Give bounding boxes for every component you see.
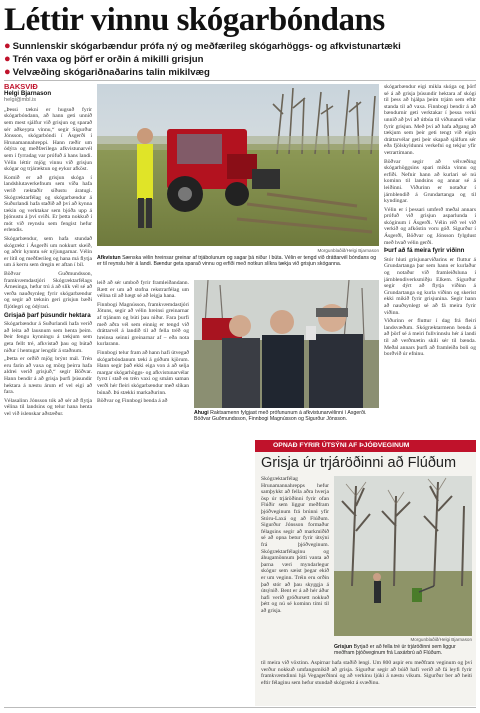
paragraph: Böðvar segir að vélvæðing skógarhöggsins spari mikla vinnu og erfiði. Nefnir hann að kurlari sé nú kominn til landsins og annar sé á leiðinni. Viðurinn er notaður í járnblendið á Grundartanga og til kyndingar. bbox=[384, 158, 476, 205]
sidebar-box bbox=[255, 440, 476, 706]
paragraph: Finnbogi Magnússon, framkvæmdastjóri Jötuns, segir að vélin hreinsi greinarnar af trjánum og búti þau niður. Fara þurfi með aðra vél sem einnig er tengd við dráttarvél á landið til að fella tréð og hreinsa seinni greinarnar af – eða nota kurlarann. bbox=[97, 301, 189, 348]
photo-group-image bbox=[194, 280, 379, 408]
subheading: Þurf að fá meira fyrir viðinn bbox=[384, 247, 465, 255]
article-column-3 bbox=[384, 84, 476, 436]
photo-caption bbox=[194, 410, 379, 436]
headline: Léttir vinnu skógarbóndans bbox=[4, 2, 385, 38]
paragraph: Vélasalinn Jónsson tók að sér að flytja vélina til landsins og telur hana henta vel við íslenskar aðstæður. bbox=[4, 397, 92, 417]
article-column-2 bbox=[97, 280, 189, 438]
article-column-1 bbox=[4, 84, 92, 704]
photo-credit: Morgunblaðið/Helgi Bjarnason bbox=[317, 248, 379, 253]
caption-lead: Afkvistun bbox=[97, 255, 121, 261]
caption-text: Raktsamenn fylgjast með prófununum á afkvistunarvélinni í Ásgerði. Böðvar Guðmundsson, Finnbogi Magnússon og Sigurður Jónsson. bbox=[194, 410, 367, 423]
top-divider bbox=[4, 80, 476, 81]
paragraph: Finnbogi telur fram að hann hafi útvegað skógarbóndanum tæki á góðum kjörum. Hann segir það ekki eiga von á að selja margar skógarhöggs- og afkvistunarvélar fyrst í stað en trén vaxi og smám saman verði hér fleiri skógarbændur með slíkan búnað. Þá stækki markaðurinn. bbox=[97, 349, 189, 396]
paragraph: skógarbændur eigi mikla skóga og þörf sé á að grisja þúsundir hektara af skógi til þess að hjálpa þeim trjám sem eftir standa til að vaxa. Finnbogi bendir á að bændurnir geti verktakar í þessa verki unnið að því að útbúa til viðunandi vélar fyrir grisjun. Með því að hafa aðgang að tækjum sem þeir geti tengt við eigin dráttarvélar geti þeir skapað sjálfum sér eða fjölskyldunni verkefni og tekjur yfir vetrartímann. bbox=[384, 84, 476, 156]
paragraph: Vélin er í þessari umferð meðal annars prófuð við grisjun asparlunda í skóginum í Ásgerði. Vélin réð vel við verkið og afköstin voru góð. Sigurður í Ásgerði, Böðvar og Jónsson fylgdust með hvað vélin gerði. bbox=[384, 206, 476, 246]
photo-caption bbox=[334, 644, 472, 658]
bullet-item: ● Sunnlenskir skógarbændur prófa ný og meðfærileg skógarhöggs- og afkvistunartæki bbox=[4, 40, 401, 52]
bullet-item: ● Trén vaxa og þörf er orðin á mikilli grisjun bbox=[4, 53, 204, 65]
subheading: Grisjað þarf þúsundir hektara bbox=[4, 311, 91, 319]
paragraph: „Þessi tækni er hugsuð fyrir skógarbóndann, að hann geti unnið sem mest sjálfur við grisjun og sparað sér aðkeypta vinnu,“ segir Sigurður Jónsson, skógarbóndi í Ásgerði í Hrunamannahreppi. Hann ræðir um ódýra og meðfærilega afkvistunarvél sem í fyrradag var prófuð á hans landi. Vélin léttir mjög vinnu við grisjun skógar og trjáræktun og eykur afköst. bbox=[4, 106, 92, 173]
bullet-item: ● Velvæðing skógariðnaðarins talin mikilvæg bbox=[4, 66, 210, 78]
sidebar-photo bbox=[334, 476, 472, 636]
paragraph: Böðvar Guðmundsson, framkvæmdastjóri Skógræktarfélags Árnesinga, hefur trú á að slík vél sé að verða nauðsynleg fyrir skógarbændur og segir að tæknin geri grisjun bæði fljótlegri og ódýrari. bbox=[4, 271, 92, 310]
sidebar-bottom-text bbox=[261, 660, 472, 704]
photo-felling-machine bbox=[97, 84, 379, 246]
bullet-dot-icon: ● bbox=[4, 66, 11, 78]
sidebar-title: Grisja úr trjáröðinni að Flúðum bbox=[261, 455, 457, 471]
byline-kicker: BAKSVIÐ bbox=[4, 84, 38, 91]
bottom-divider bbox=[4, 707, 476, 708]
paragraph: Skógræktarfélag Hrunamannahrepps hefur samþykkt að fella aðra hverja ösp úr trjáröðinni fyrir ofan Flúðir sem liggur meðfram þjóðveginum frá brúnni yfir Stóru-Laxá og að Flúðum. Sigurður Jónsson formaður félagsins segir að markmiðið sé að opna betur fyrir útsýni frá þjóðveginum. Skógræktarfélaginu og áhugamönnum þótti vanta að þarna væri myndarlegur skógur sem sæist þegar ekið er um veginn. Tréin eru orðin það stór að þau skyggja á útsýnið. Bent er á að hér áður hafi verið gróðursett nokkuð þétt og nú sé kominn tími til að grisja. bbox=[261, 476, 329, 614]
paragraph: Skógarbændur, sem hafa stundað skógrækt í Ásgerði um nokkurt skeið, og aðrir kynntu sér nýjungarnar. Vélin er lítil og meðfærileg og hana má flytja um á kerru sem dregin er aftan í bíl. bbox=[4, 236, 92, 269]
photo-credit: Morgunblaðið/Helgi Bjarnason bbox=[410, 637, 472, 642]
paragraph: Böðvar og Finnbogi benda á að bbox=[97, 398, 168, 405]
sidebar-kicker: OPNAÐ FYRIR ÚTSÝNI AF ÞJÓÐVEGINUM bbox=[255, 440, 476, 452]
photo-felling-machine-image bbox=[97, 84, 379, 246]
byline-name: Helgi Bjarnason bbox=[4, 89, 52, 97]
paragraph: „Þetta er orðið mjög brýnt mál. Trén eru farin að vaxa og mörg þeirra hafa aldrei verið grisjuð,“ segir Böðvar. Hann bendir á að grisja þurfi þúsundir hektara á næstu árum ef vel eigi að fara. bbox=[4, 356, 92, 396]
caption-text: Byrjað er að fella tré úr trjáröðinni sem liggur meðfram þjóðveginum frá Laxárbrú að Flúðum. bbox=[334, 644, 456, 657]
paragraph: leið að sér umboð fyrir framleiðandann. Rætt er um að stofna rekstrarfélag um vélina til að hægt sé að leigja hana. bbox=[97, 280, 189, 300]
paragraph: Komið er að grisjun skóga í landshlutaverkefnum sem víða hafa verið ræktaðir síðustu áratugi. Skógræktarfélag og skógarbændur á Suðurlandi hafa staðið að því að kynna tækin og verktakar sem bjóða upp á þjónustu á því sviði. Er þetta nokkuð í mót við reynslu sem fengist hefur erlendis. bbox=[4, 174, 92, 234]
bullet-dot-icon: ● bbox=[4, 53, 11, 65]
sidebar-photo-image bbox=[334, 476, 472, 636]
paragraph: Viðurinn er fluttur í dag frá fleiri landsvæðum. Skógræktarmenn benda á að þörf sé á meiri fullvinnslu hér á landi til að verðmætin skili sér til bænda. Meðal annars þurfi að framleiða boli og borðvið úr efninu. bbox=[384, 318, 476, 358]
paragraph: Skógarbændur á Suðurlandi hafa verið að leita að lausnum sem henta þeim. Þeir fengu kynningu á tækjum sem geta fellt tré, afkvistað þau og bútað niður í hentugar lengdir á staðnum. bbox=[4, 321, 92, 354]
caption-text: Sænska vélin hreinsar greinar af trjábolunum og sagar þá niður í búta. Vélin er tengd við dráttarvél bóndans og er til reynslu hér á landi. Bændur geta sparað vinnu og erfiði með notkun slíkra tækja við grisjun skóganna. bbox=[97, 255, 377, 268]
photo-group bbox=[194, 280, 379, 408]
bullet-dot-icon: ● bbox=[4, 40, 11, 52]
caption-lead: Áhugi bbox=[194, 410, 209, 416]
photo-caption bbox=[97, 255, 379, 275]
subheadline-bullets bbox=[4, 40, 476, 79]
byline-email: helgi@mbl.is bbox=[4, 97, 37, 104]
sidebar-column bbox=[261, 476, 329, 656]
caption-lead: Grisjun bbox=[334, 644, 353, 650]
paragraph: Stór hluti grisjunarviðarins er fluttur á Grundartanga þar sem hann er kurlaður og notaður við framleiðsluna í járnblendiverksmiðju Elkem. Sigurður segir dýrt að flytja viðinn á Grundartanga og kurla viðinn og skerist ekki mikið fyrir grisjunina. Segir hann að nauðsynlegt sé að fá meira fyrir viðinn. bbox=[384, 256, 476, 316]
paragraph: til meira við vöxtinn. Aspirnar hafa staðið lengi. Um 800 aspir eru meðfram veginum og því verður nokkuð umfangsmikið að grisja. Sigurður segir að búið hafi verið að fá leyfi fyrir framkvæmdinni hjá Vegagerðinni og að verkinu ljúki á næstu vikum. Sigurður ber að heiti eftir félaginu sem hefur stundað skógrækt á svæðinu. bbox=[261, 660, 472, 686]
